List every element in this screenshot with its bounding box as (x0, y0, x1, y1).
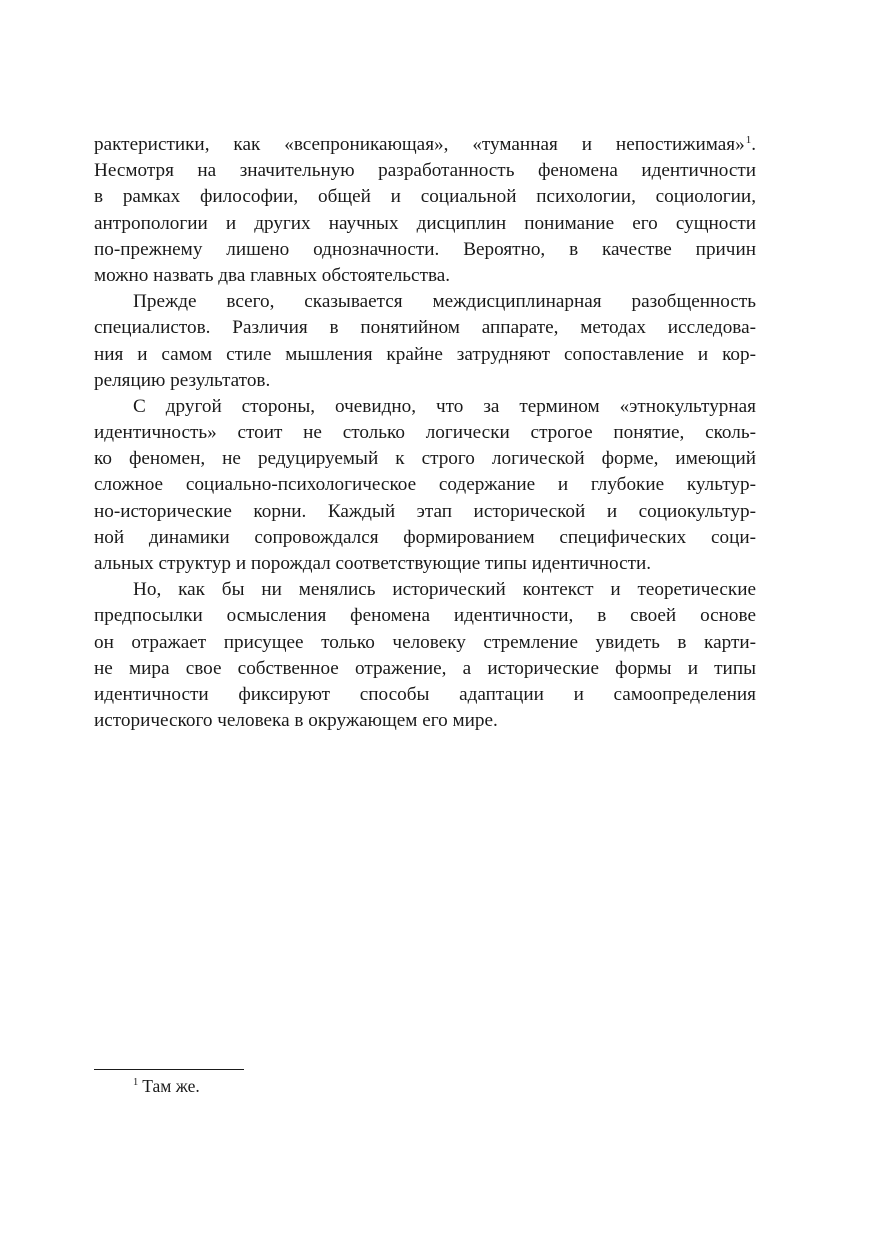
paragraph-4 (94, 577, 756, 734)
text-line: идентичности фиксируют способы адаптации и самоопределения (94, 683, 756, 705)
text-line: идентичность» стоит не столько логически строгое понятие, сколь- (94, 422, 756, 444)
text-line: в рамках философии, общей и социальной психологии, социологии, (94, 186, 756, 208)
footnote (133, 1074, 200, 1098)
text-line: он отражает присущее только человеку стремление увидеть в карти- (94, 631, 756, 653)
text-line: можно назвать два главных обстоятельства. (94, 264, 451, 286)
text-line: ной динамики сопровождался формированием специфических соци- (94, 526, 756, 548)
footnote-marker: 1 (133, 1077, 139, 1088)
text-line: Несмотря на значительную разработанность феномена идентичности (94, 160, 756, 182)
text-line: предпосылки осмысления феномена идентичности, в своей основе (94, 605, 756, 627)
body-text (94, 132, 756, 734)
text-line: Но, как бы ни менялись исторический контекст и теоретические (133, 579, 756, 601)
text-line: исторического человека в окружающем его мире. (94, 710, 498, 732)
text-line: но-исторические корни. Каждый этап исторической и социокультур- (94, 500, 756, 522)
footnote-text: Там же. (142, 1076, 200, 1096)
paragraph-2 (94, 289, 756, 394)
text-line: не мира свое собственное отражение, а исторические формы и типы (94, 657, 756, 679)
footnote-reference[interactable]: 1 (745, 134, 752, 146)
text-line: ко феномен, не редуцируемый к строго логической форме, имеющий (94, 448, 756, 470)
text-line: рактеристики, как «всепроникающая», «туманная и непостижимая»$^1$. (94, 134, 756, 155)
text-line: антропологии и других научных дисциплин понимание его сущности (94, 212, 756, 234)
paragraph-1 (94, 132, 756, 289)
text-line: альных структур и порождал соответствующие типы идентичности. (94, 553, 652, 574)
text-line: по-прежнему лишено однозначности. Вероятно, в качестве причин (94, 238, 756, 260)
text-line: ния и самом стиле мышления крайне затрудняют сопоставление и кор- (94, 343, 756, 365)
footnote-separator (94, 1069, 244, 1070)
paragraph-3 (94, 394, 756, 577)
text-line: специалистов. Различия в понятийном аппарате, методах исследова- (94, 317, 756, 339)
text-line: реляцию результатов. (94, 369, 271, 391)
text-line: Прежде всего, сказывается междисциплинарная разобщенность (133, 291, 756, 313)
text-line: сложное социально-психологическое содержание и глубокие культур- (94, 474, 756, 496)
text-line: С другой стороны, очевидно, что за термином «этнокультурная (133, 395, 756, 417)
